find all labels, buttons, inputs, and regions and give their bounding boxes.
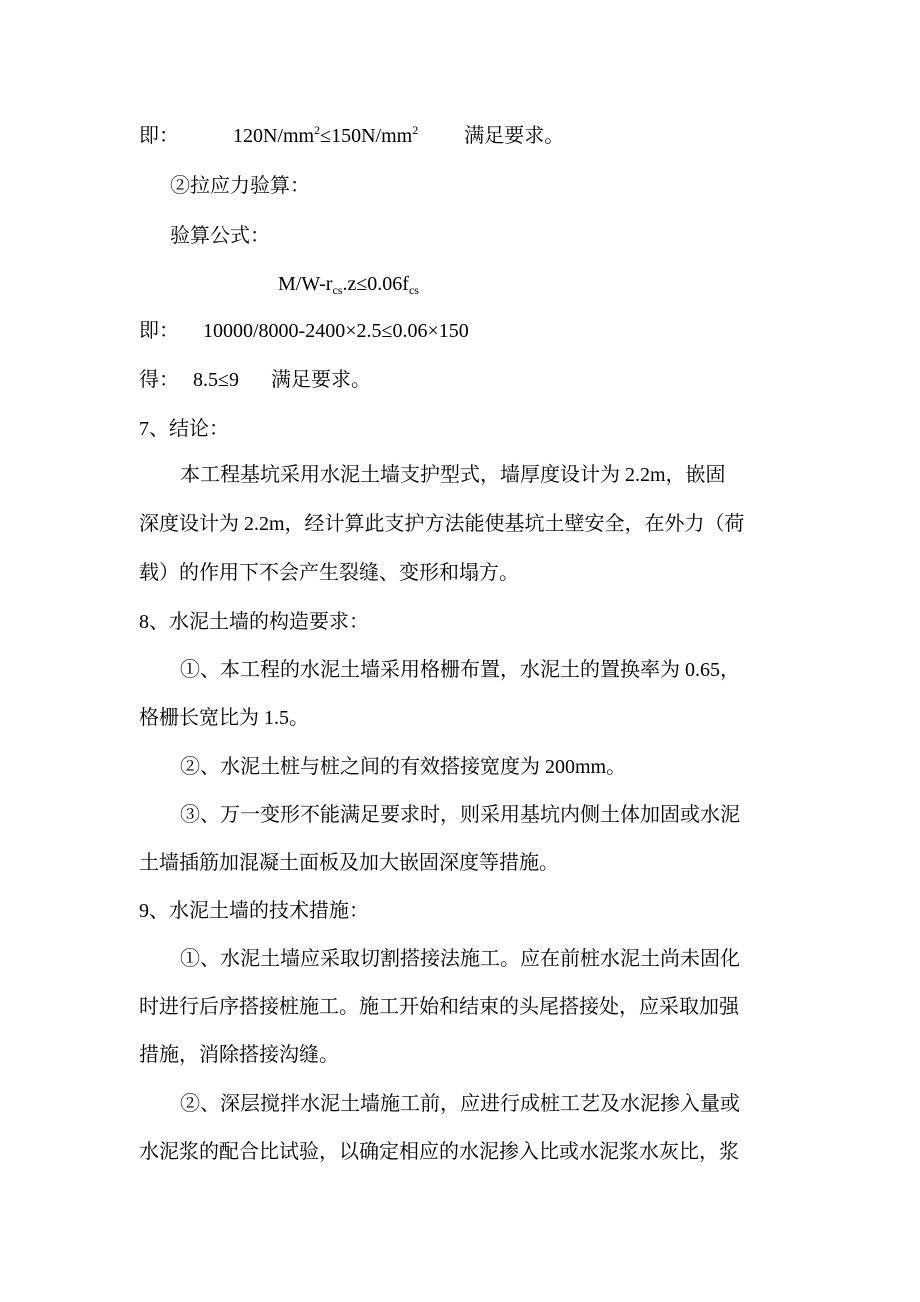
- paragraph-line: ①、水泥土墙应采取切割搭接法施工。应在前桩水泥土尚未固化: [180, 948, 740, 970]
- line-label: 得：: [139, 369, 179, 391]
- paragraph-line: ③、万一变形不能满足要求时，则采用基坑内侧土体加固或水泥: [180, 804, 740, 826]
- formula-part: M/W-r: [278, 273, 333, 295]
- superscript: 2: [412, 123, 419, 137]
- calculation-line: [139, 319, 469, 343]
- line-label: 即：: [139, 125, 179, 147]
- paragraph-line: 土墙插筋加混凝土面板及加大嵌固深度等措施。: [139, 852, 559, 874]
- conclusion-text: 满足要求。: [270, 369, 371, 391]
- subscript: cs: [332, 283, 343, 297]
- paragraph-line: 措施，消除搭接沟缝。: [139, 1044, 339, 1066]
- paragraph-line: 载）的作用下不会产生裂缝、变形和塌方。: [139, 562, 519, 584]
- section-heading: 8、水泥土墙的构造要求：: [139, 611, 369, 633]
- formula-part: 120N/mm: [233, 125, 315, 147]
- formula-part: ≤150N/mm: [320, 125, 413, 147]
- result-line: [139, 368, 371, 392]
- formula-part: 8.5≤9: [193, 369, 239, 391]
- paragraph-line: ①、本工程的水泥土墙采用格栅布置，水泥土的置换率为 0.65，: [180, 659, 740, 681]
- section-heading: 9、水泥土墙的技术措施：: [139, 900, 369, 922]
- paragraph-line: ②、水泥土桩与桩之间的有效搭接宽度为 200mm。: [180, 756, 627, 778]
- superscript: 2: [314, 123, 321, 137]
- section-heading: ②拉应力验算：: [170, 175, 310, 197]
- paragraph-line: 本工程基坑采用水泥土墙支护型式，墙厚度设计为 2.2m，嵌固: [180, 464, 726, 486]
- subscript: cs: [408, 283, 419, 297]
- paragraph-line: 时进行后序搭接桩施工。施工开始和结束的头尾搭接处，应采取加强: [139, 996, 739, 1018]
- check-result-line-1: [139, 124, 564, 148]
- formula-label: 验算公式：: [170, 225, 270, 247]
- paragraph-line: ②、深层搅拌水泥土墙施工前，应进行成桩工艺及水泥掺入量或: [180, 1093, 740, 1115]
- conclusion-text: 满足要求。: [464, 125, 565, 147]
- paragraph-line: 格栅长宽比为 1.5。: [139, 707, 309, 729]
- paragraph-line: 水泥浆的配合比试验，以确定相应的水泥掺入比或水泥浆水灰比，浆: [139, 1141, 739, 1163]
- formula-part: 10000/8000-2400×2.5≤0.06×150: [203, 320, 469, 342]
- paragraph-line: 深度设计为 2.2m，经计算此支护方法能使基坑土壁安全，在外力（荷: [139, 513, 745, 535]
- formula-line: [278, 272, 419, 296]
- line-label: 即：: [139, 320, 179, 342]
- formula-part: .z≤0.06f: [342, 273, 409, 295]
- section-heading: 7、结论：: [139, 418, 229, 440]
